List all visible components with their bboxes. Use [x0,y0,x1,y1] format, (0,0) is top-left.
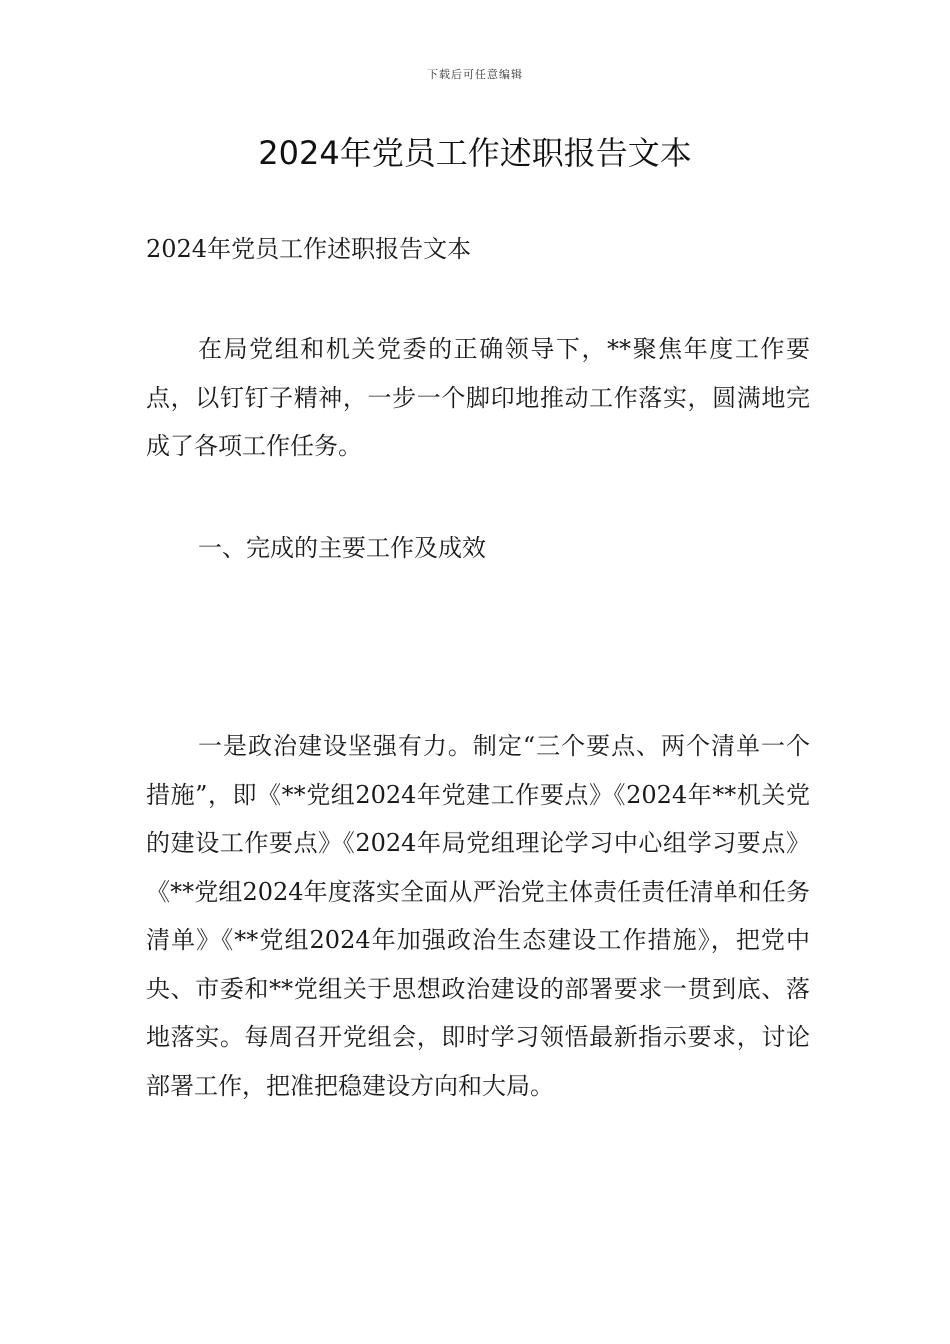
section-heading: 一、完成的主要工作及成效 [198,534,486,562]
politics-paragraph: 一是政治建设坚强有力。制定“三个要点、两个清单一个措施”，即《**党组2024年党建工作要点》《2024年**机关党的建设工作要点》《2024年局党组理论学习中心组学习要点》《**党组2024年度落实全面从严治党主体责任责任清单和任务清单》《**党组2024年加强政治生态建设工作措施》，把党中央、市委和**党组关于思想政治建设的部署要求一贯到底、落地落实。每周召开党组会，即时学习领悟最新指示要求，讨论部署工作，把准把稳建设方向和大局。 [146,732,810,1100]
document-subtitle: 2024年党员工作述职报告文本 [146,235,472,263]
intro-paragraph: 在局党组和机关党委的正确领导下，**聚焦年度工作要点，以钉钉子精神，一步一个脚印地推动工作落实，圆满地完成了各项工作任务。 [146,335,810,460]
document-title: 2024年党员工作述职报告文本 [258,134,692,172]
header-note: 下载后可任意编辑 [427,68,523,81]
